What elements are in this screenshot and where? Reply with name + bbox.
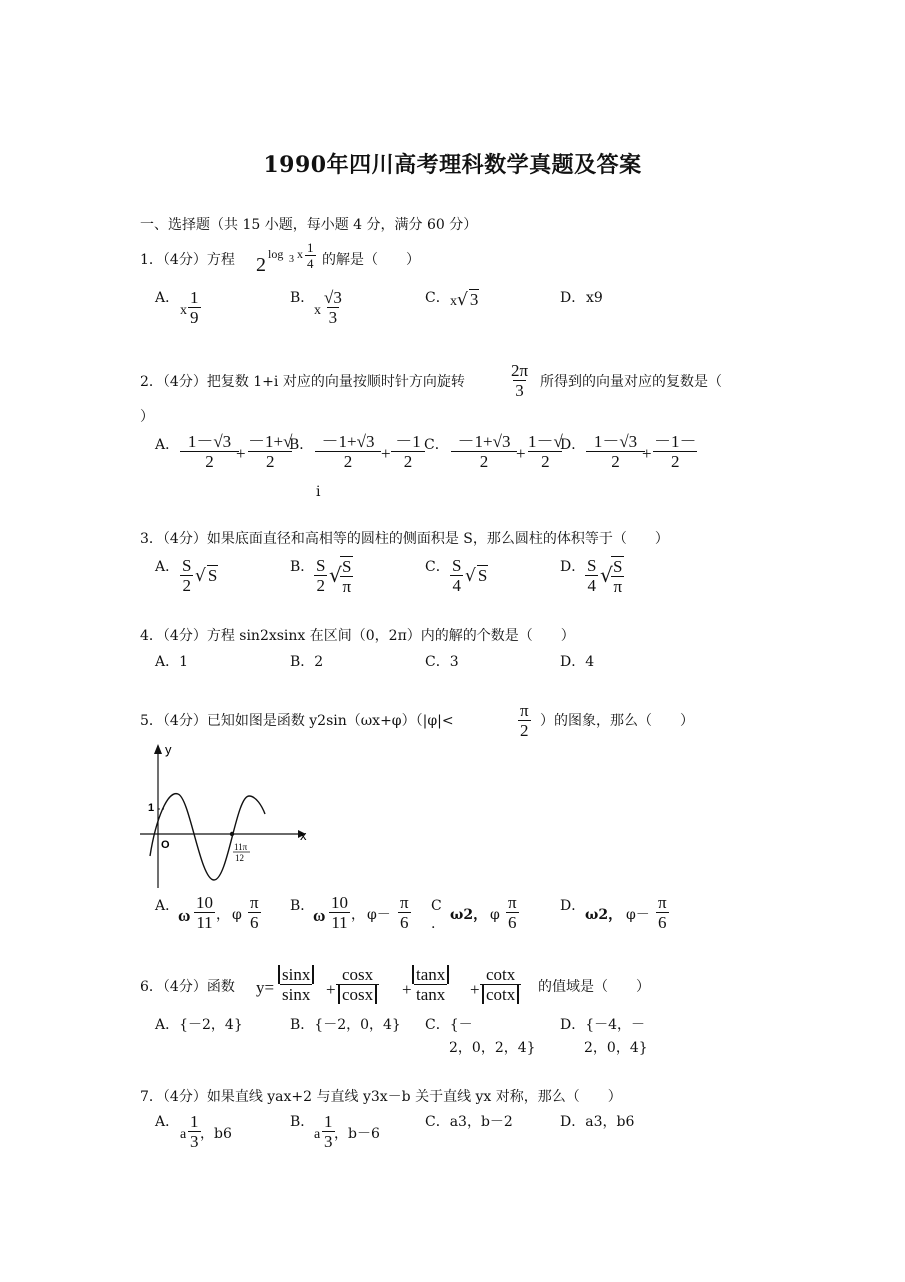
q1-base: 2 bbox=[256, 254, 266, 276]
q1-exp-x: x bbox=[297, 247, 303, 261]
q5-option-c-dot: . bbox=[431, 916, 436, 932]
q7-option-c: C．a3，b－2 bbox=[425, 1114, 513, 1130]
q6-option-c-line2: 2，0，2，4} bbox=[449, 1040, 536, 1056]
q6-plus-3: + bbox=[470, 980, 480, 999]
q6-plus-1: + bbox=[326, 980, 336, 999]
q4-stem: 4．（4分）方程 sin2xsinx 在区间（0，2π）内的解的个数是（ ） bbox=[140, 628, 575, 644]
q5-option-d-label: D． bbox=[560, 898, 586, 914]
q3-option-c-fraction: $\frac{S}{4}$ bbox=[452, 556, 462, 595]
q2-angle-fraction: $\frac{2\pi}{3}$ bbox=[511, 361, 529, 400]
q2-option-b-label: B． bbox=[289, 437, 314, 453]
q1-stem-post: 的解是（ ） bbox=[322, 252, 420, 268]
q6-stem-post: 的值域是（ ） bbox=[538, 979, 650, 995]
q5-option-b-omega-frac: $\frac{10}{11}$ bbox=[331, 893, 348, 932]
q6-term-1: $\frac{\sin x}{\sin x}$ bbox=[278, 965, 314, 1004]
q2-option-b-plus: + bbox=[381, 444, 391, 463]
q5-option-a-label: A． bbox=[155, 898, 180, 914]
q4-option-d: D．4 bbox=[560, 654, 595, 670]
q2-option-d-frac1: $\frac{1-√3}{2}$ bbox=[586, 432, 645, 471]
q3-option-b-label: B． bbox=[290, 559, 315, 575]
q1-exp-sub: 3 bbox=[289, 254, 294, 265]
q3-stem: 3．（4分）如果底面直径和高相等的圆柱的侧面积是 S，那么圆柱的体积等于（ ） bbox=[140, 531, 669, 547]
q5-stem-fraction: $\frac{\pi}{2}$ bbox=[520, 701, 529, 740]
q1-option-a-label: A． bbox=[155, 290, 180, 306]
q5-option-d-phi-frac: $\frac{\pi}{6}$ bbox=[658, 893, 667, 932]
q3-option-a-fraction: $\frac{S}{2}$ bbox=[182, 556, 192, 595]
q7-option-b-tail: ，b－6 bbox=[334, 1126, 380, 1142]
q6-option-c-line1: C．{－ bbox=[425, 1017, 473, 1033]
q1-option-b-label: B． bbox=[290, 290, 315, 306]
q5-option-a-sep: ， bbox=[216, 907, 230, 923]
q1-option-b-fraction: $\frac{√3}{3}$ bbox=[324, 288, 342, 327]
q2-option-d-plus: + bbox=[642, 444, 652, 463]
q6-option-a: A．{－2，4} bbox=[155, 1017, 243, 1033]
q1-stem-pre: 1．（4分）方程 bbox=[140, 252, 235, 268]
page-title: 1990年四川高考理科数学真题及答案 bbox=[263, 152, 642, 178]
q3-option-a-label: A． bbox=[155, 559, 180, 575]
q5-option-d-phi: φ－ bbox=[626, 907, 650, 923]
q3-option-a-root: √ S bbox=[195, 566, 218, 586]
origin-label: O bbox=[161, 839, 170, 851]
q7-option-a-a: a bbox=[180, 1127, 187, 1142]
q2-option-b-tail: i bbox=[316, 484, 321, 500]
q1-option-c-label: C． bbox=[425, 290, 450, 306]
q5-option-d-omega: ω2， bbox=[585, 907, 623, 923]
q5-option-c-label: C bbox=[431, 898, 442, 914]
q3-option-b-fraction: $\frac{S}{2}$ bbox=[316, 556, 326, 595]
y-axis-arrow bbox=[154, 744, 162, 754]
q6-term-4: $\frac{\cot x}{\cot x}$ bbox=[480, 965, 521, 1004]
q2-option-c-frac2: $\frac{1-√}{2}$ bbox=[528, 432, 563, 471]
q5-option-a-phi: φ bbox=[232, 907, 242, 923]
q6-option-d-line2: 2，0，4} bbox=[584, 1040, 648, 1056]
y-axis-label: y bbox=[165, 742, 172, 757]
q2-option-c-frac1: $\frac{-1+√3}{2}$ bbox=[451, 432, 517, 471]
q2-option-d-frac2: $\frac{-1-}{2}$ bbox=[654, 432, 697, 471]
q3-option-d-inner: $\frac{S}{\pi}$ bbox=[613, 557, 623, 596]
q3-option-d-radical: √ bbox=[600, 563, 613, 587]
q3-option-d-label: D． bbox=[560, 559, 586, 575]
q7-option-b-a: a bbox=[314, 1127, 321, 1142]
q1-option-a-fraction: $\frac{1}{9}$ bbox=[190, 288, 199, 327]
sine-curve bbox=[150, 794, 265, 880]
q5-option-a-omega: ω bbox=[178, 906, 191, 925]
q5-option-b-label: B． bbox=[290, 898, 315, 914]
q5-option-a-omega-frac: $\frac{10}{11}$ bbox=[196, 893, 213, 932]
q5-stem-post: ）的图象，那么（ ） bbox=[540, 713, 694, 729]
tick-point bbox=[230, 832, 234, 836]
q2-option-c-label: C． bbox=[424, 437, 449, 453]
q7-option-a-label: A． bbox=[155, 1114, 180, 1130]
q1-option-c: x√ 3 bbox=[450, 290, 479, 310]
q5-sine-graph bbox=[138, 738, 313, 893]
q4-option-b: B．2 bbox=[290, 654, 324, 670]
q7-option-a-fraction: $\frac{1}{3}$ bbox=[190, 1112, 199, 1151]
q2-stem-close: ） bbox=[140, 409, 154, 425]
q6-term-3: $\frac{\tan x}{\tan x}$ bbox=[412, 965, 449, 1004]
q5-option-c-phi: φ bbox=[490, 907, 500, 923]
q5-option-a-phi-frac: $\frac{\pi}{6}$ bbox=[250, 893, 259, 932]
q2-option-b-frac1: $\frac{-1+√3}{2}$ bbox=[315, 432, 381, 471]
q3-option-c-root: √ S bbox=[465, 566, 488, 586]
tick-numerator: 11π bbox=[234, 842, 248, 852]
q2-option-a-plus: + bbox=[236, 444, 246, 463]
q6-plus-2: + bbox=[402, 980, 412, 999]
q6-stem-pre: 6．（4分）函数 bbox=[140, 979, 235, 995]
x-axis-label: x bbox=[300, 828, 307, 843]
q1-option-d-label: D． bbox=[560, 290, 586, 306]
q6-term-2: $\frac{\cos x}{\cos x}$ bbox=[336, 965, 379, 1004]
q7-stem: 7．（4分）如果直线 yax+2 与直线 y3x－b 关于直线 yx 对称，那么（ ） bbox=[140, 1089, 622, 1105]
q5-option-b-omega: ω bbox=[313, 906, 326, 925]
q4-option-a: A．1 bbox=[155, 654, 189, 670]
tick-denominator: 12 bbox=[235, 853, 244, 863]
q1-option-b-x: x bbox=[314, 303, 321, 318]
q2-option-a-frac2: $\frac{-1+√}{2}$ bbox=[248, 432, 293, 471]
q2-stem-pre: 2．（4分）把复数 1+i 对应的向量按顺时针方向旋转 bbox=[140, 374, 465, 390]
q1-option-a-x: x bbox=[180, 303, 187, 318]
q1-option-d: x9 bbox=[586, 290, 603, 306]
q5-option-c-omega: ω2， bbox=[450, 907, 488, 923]
q5-option-b-phi: φ－ bbox=[367, 907, 391, 923]
q2-stem-post: 所得到的向量对应的复数是（ bbox=[540, 374, 722, 390]
q6-y-equals: y= bbox=[256, 978, 275, 997]
q1-exp-log: log bbox=[268, 247, 284, 261]
q2-option-a-label: A． bbox=[155, 437, 180, 453]
q7-option-b-label: B． bbox=[290, 1114, 315, 1130]
q6-option-d-line1: D．{－4，－ bbox=[560, 1017, 646, 1033]
q3-option-c-label: C． bbox=[425, 559, 450, 575]
q7-option-a-tail: ，b6 bbox=[200, 1126, 232, 1142]
section-heading: 一、选择题（共 15 小题，每小题 4 分，满分 60 分） bbox=[140, 217, 478, 233]
one-label: 1 bbox=[148, 802, 155, 814]
q5-stem-pre: 5．（4分）已知如图是函数 y2sin（ωx+φ）（|φ|< bbox=[140, 713, 454, 729]
q4-option-c: C．3 bbox=[425, 654, 459, 670]
q6-option-b: B．{－2，0，4} bbox=[290, 1017, 401, 1033]
q5-option-b-phi-frac: $\frac{\pi}{6}$ bbox=[400, 893, 409, 932]
q2-option-a-frac1: $\frac{1-√3}{2}$ bbox=[180, 432, 239, 471]
q7-option-d: D．a3，b6 bbox=[560, 1114, 635, 1130]
q2-option-b-frac2: $\frac{-1}{2}$ bbox=[391, 432, 425, 471]
q3-option-d-fraction: $\frac{S}{4}$ bbox=[587, 556, 597, 595]
q3-option-b-inner: $\frac{S}{\pi}$ bbox=[342, 557, 352, 596]
q2-option-c-plus: + bbox=[516, 444, 526, 463]
q7-option-b-fraction: $\frac{1}{3}$ bbox=[324, 1112, 333, 1151]
q5-option-b-sep: ， bbox=[351, 907, 365, 923]
q5-option-c-phi-frac: $\frac{\pi}{6}$ bbox=[508, 893, 517, 932]
q2-option-d-label: D． bbox=[560, 437, 586, 453]
q1-exp-fraction: $\frac{1}{4}$ bbox=[307, 240, 314, 271]
q3-option-b-radical: √ bbox=[329, 563, 342, 587]
